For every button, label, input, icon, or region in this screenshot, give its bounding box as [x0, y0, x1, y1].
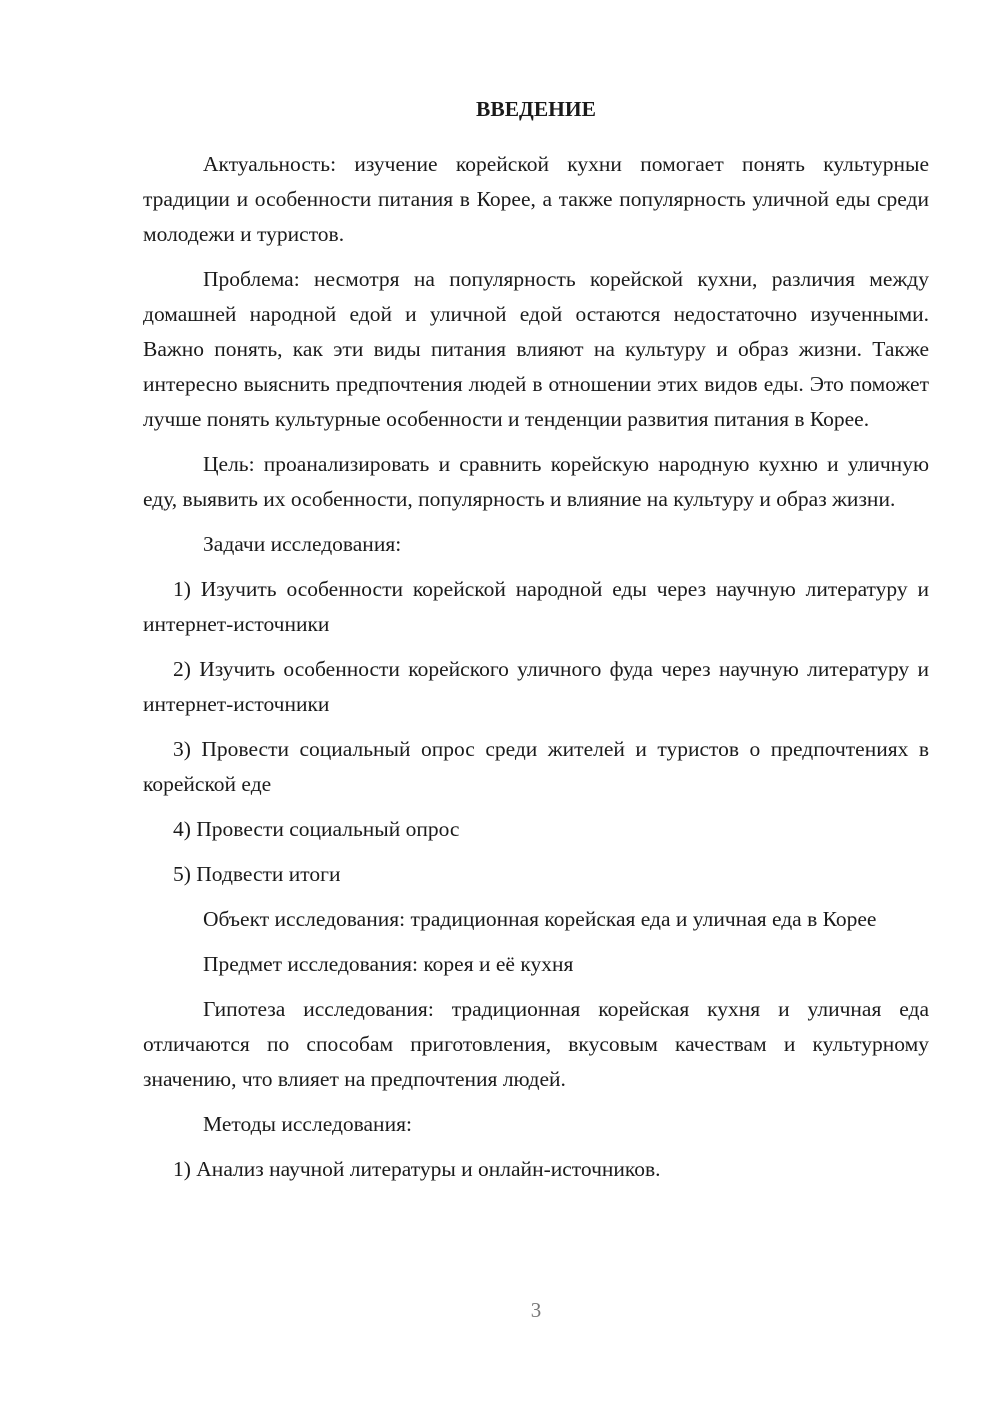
method-item-1: 1) Анализ научной литературы и онлайн-источников.	[173, 1157, 661, 1181]
document-page	[143, 92, 929, 1197]
task-item-3: 3) Провести социальный опрос среди жителей и туристов о предпочтениях в корейской еде	[143, 737, 929, 796]
task-item-2: 2) Изучить особенности корейского уличного фуда через научную литературу и интернет-источники	[143, 657, 929, 716]
paragraph-subject: Предмет исследования: корея и её кухня	[203, 952, 574, 976]
paragraph-goal: Цель: проанализировать и сравнить корейскую народную кухню и уличную еду, выявить их особенности, популярность и влияние на культуру и образ жизни.	[143, 452, 929, 511]
tasks-title: Задачи исследования:	[203, 532, 402, 556]
page-number: 3	[530, 1298, 542, 1322]
paragraph-relevance: Актуальность: изучение корейской кухни помогает понять культурные традиции и особенности питания в Корее, а также популярность уличной еды среди молодежи и туристов.	[143, 152, 929, 246]
paragraph-hypothesis: Гипотеза исследования: традиционная корейская кухня и уличная еда отличаются по способам приготовления, вкусовым качествам и культурному значению, что влияет на предпочтения людей.	[143, 997, 929, 1091]
task-item-1: 1) Изучить особенности корейской народной еды через научную литературу и интернет-источники	[143, 577, 929, 636]
paragraph-problem: Проблема: несмотря на популярность корейской кухни, различия между домашней народной едой и уличной едой остаются недостаточно изученными. Важно понять, как эти виды питания влияют на культуру и образ жизни. Также интересно выяснить предпочтения людей в отношении этих видов еды. Это поможет лучше понять культурные особенности и тенденции развития питания в Корее.	[143, 267, 929, 431]
paragraph-object: Объект исследования: традиционная корейская еда и уличная еда в Корее	[203, 907, 877, 931]
task-item-4: 4) Провести социальный опрос	[173, 817, 460, 841]
section-heading: ВВЕДЕНИЕ	[476, 97, 596, 121]
task-item-5: 5) Подвести итоги	[173, 862, 341, 886]
methods-title: Методы исследования:	[203, 1112, 412, 1136]
